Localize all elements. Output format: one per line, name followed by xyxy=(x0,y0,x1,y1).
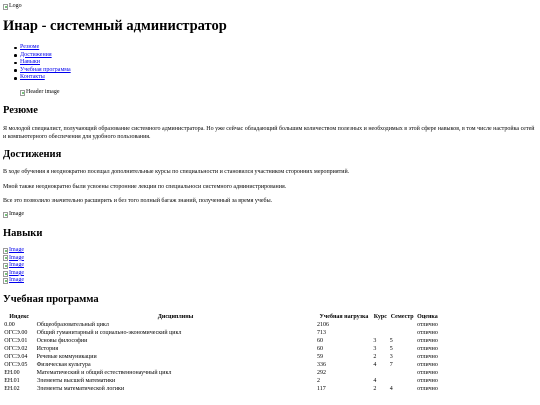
main-nav xyxy=(20,44,71,82)
table-row xyxy=(3,329,439,337)
cell-discipline: Речевые коммуникации xyxy=(36,354,97,360)
nav-link-resume[interactable]: Резюме xyxy=(20,44,40,50)
logo xyxy=(3,3,22,11)
skills-heading: Навыки xyxy=(3,228,43,239)
achievements-image xyxy=(3,211,24,219)
cell-semester xyxy=(389,321,416,329)
cell-load: 2 xyxy=(316,378,320,384)
achievements-paragraph-2: Мной также неоднократно были усвоены сторонние лекции по специальноси системного администрирования. xyxy=(3,184,287,190)
nav-item-skills xyxy=(20,59,71,67)
table-row xyxy=(3,369,439,377)
cell-course xyxy=(372,369,388,377)
broken-image-icon xyxy=(3,271,8,277)
program-table xyxy=(3,313,439,393)
skills-image-list xyxy=(3,247,24,285)
header-image xyxy=(20,89,59,97)
cell-grade: отлично xyxy=(417,386,438,392)
cell-grade: отлично xyxy=(417,362,438,368)
achievements-paragraph-3: Все это позволило значительно расширить и без того полный багаж знаний, полученный за время учебы. xyxy=(3,198,273,204)
cell-discipline: Элементы высшей математики xyxy=(36,378,116,384)
nav-item-achievements xyxy=(20,52,71,60)
skill-image-alt-text: Image xyxy=(9,247,24,253)
cell-course xyxy=(372,329,388,337)
resume-heading: Резюме xyxy=(3,105,38,116)
cell-course: 3 xyxy=(373,338,377,344)
table-row xyxy=(3,385,439,393)
cell-semester: 4 xyxy=(389,386,393,392)
cell-semester xyxy=(389,377,416,385)
cell-course: 2 xyxy=(373,354,377,360)
program-heading: Учебная программа xyxy=(3,294,99,305)
broken-image-icon xyxy=(3,255,8,261)
nav-link-program[interactable]: Учебная программа xyxy=(20,66,71,73)
skill-image-link[interactable] xyxy=(3,270,24,278)
broken-image-icon xyxy=(3,248,8,254)
cell-load: 292 xyxy=(316,370,326,376)
cell-grade: отлично xyxy=(417,330,438,336)
cell-index: ОГСЭ.01 xyxy=(4,338,28,344)
cell-semester: 5 xyxy=(389,346,393,352)
cell-semester xyxy=(389,369,416,377)
column-header-index: Индекс xyxy=(9,314,30,320)
cell-load: 713 xyxy=(316,330,326,336)
cell-index: ОГСЭ.02 xyxy=(4,346,28,352)
cell-discipline: Общий гуманитарный и социально-экономический цикл xyxy=(36,330,182,336)
nav-link-achievements[interactable]: Достижения xyxy=(20,51,52,58)
cell-load: 59 xyxy=(316,354,323,360)
cell-load: 336 xyxy=(316,362,326,368)
broken-image-icon xyxy=(3,4,8,10)
cell-index: ЕН.01 xyxy=(4,378,20,384)
column-header-discipline: Дисциплины xyxy=(157,314,194,320)
skill-image-link[interactable] xyxy=(3,247,24,255)
cell-grade: отлично xyxy=(417,338,438,344)
cell-semester: 7 xyxy=(389,362,393,368)
cell-index: ОГСЭ.04 xyxy=(4,354,28,360)
cell-grade: отлично xyxy=(417,378,438,384)
cell-course: 2 xyxy=(373,386,377,392)
broken-image-icon xyxy=(20,90,25,96)
cell-load: 117 xyxy=(316,386,326,392)
cell-load: 60 xyxy=(316,338,323,344)
cell-semester xyxy=(389,329,416,337)
resume-text: Я молодой специалист, получающий образование системного администратора. Но уже сейчас обладающий большим количеством полезных и необходимых в этой сфере навыков, в том числе настройка сетей и компьютерного обеспечения для удобного пользования. xyxy=(3,126,535,141)
achievements-image-alt-text: Image xyxy=(9,211,24,217)
cell-grade: отлично xyxy=(417,322,438,328)
table-row xyxy=(3,345,439,353)
broken-image-icon xyxy=(3,263,8,269)
cell-discipline: Элементы математической логики xyxy=(36,386,125,392)
skill-image-link[interactable] xyxy=(3,262,24,270)
cell-discipline: Основы философии xyxy=(36,338,88,344)
cell-semester: 5 xyxy=(389,338,393,344)
cell-course: 4 xyxy=(373,362,377,368)
nav-item-contacts xyxy=(20,74,71,82)
column-header-semester: Семестр xyxy=(390,314,414,320)
cell-grade: отлично xyxy=(417,346,438,352)
cell-load: 60 xyxy=(316,346,323,352)
page-title: Инар - системный администратор xyxy=(3,18,227,34)
table-row xyxy=(3,321,439,329)
broken-image-icon xyxy=(3,212,8,218)
skill-image-link[interactable] xyxy=(3,255,24,263)
header-image-alt-text: Header image xyxy=(26,89,60,95)
nav-link-skills[interactable]: Навыки xyxy=(20,59,40,66)
table-header-row xyxy=(3,313,439,321)
cell-discipline: Математический и общий естественнонаучный цикл xyxy=(36,370,172,376)
table-row xyxy=(3,377,439,385)
skill-image-alt-text: Image xyxy=(9,277,24,284)
skill-image-alt-text: Image xyxy=(9,269,24,276)
cell-discipline: История xyxy=(36,346,59,352)
cell-course: 4 xyxy=(373,378,377,384)
cell-index: ОГСЭ.00 xyxy=(4,330,28,336)
cell-semester: 3 xyxy=(389,354,393,360)
cell-course: 3 xyxy=(373,346,377,352)
table-row xyxy=(3,361,439,369)
column-header-load: Учебная нагрузка xyxy=(319,314,369,320)
logo-alt-text: Logo xyxy=(9,3,22,9)
table-row xyxy=(3,337,439,345)
cell-course xyxy=(372,321,388,329)
cell-index: ЕН.02 xyxy=(4,386,20,392)
skill-image-link[interactable] xyxy=(3,277,24,285)
achievements-paragraph-1: В ходе обучения я неоднократно посещал дополнительные курсы по специальности и становился участником сторонних мероприятий. xyxy=(3,169,350,175)
cell-load: 2106 xyxy=(316,322,329,328)
nav-item-resume xyxy=(20,44,71,52)
column-header-course: Курс xyxy=(373,314,387,320)
broken-image-icon xyxy=(3,278,8,284)
cell-grade: отлично xyxy=(417,370,438,376)
column-header-grade: Оценка xyxy=(417,314,438,320)
skill-image-alt-text: Image xyxy=(9,262,24,269)
cell-index: 0.00 xyxy=(4,322,15,328)
cell-discipline: Физическая культура xyxy=(36,362,91,368)
nav-link-contacts[interactable]: Контакты xyxy=(20,74,45,81)
cell-index: ОГСЭ.05 xyxy=(4,362,28,368)
cell-discipline: Общеобразовательный цикл xyxy=(36,322,109,328)
achievements-heading: Достижения xyxy=(3,149,62,160)
cell-grade: отлично xyxy=(417,354,438,360)
nav-item-program xyxy=(20,67,71,75)
skill-image-alt-text: Image xyxy=(9,254,24,261)
table-row xyxy=(3,353,439,361)
cell-index: ЕН.00 xyxy=(4,370,20,376)
